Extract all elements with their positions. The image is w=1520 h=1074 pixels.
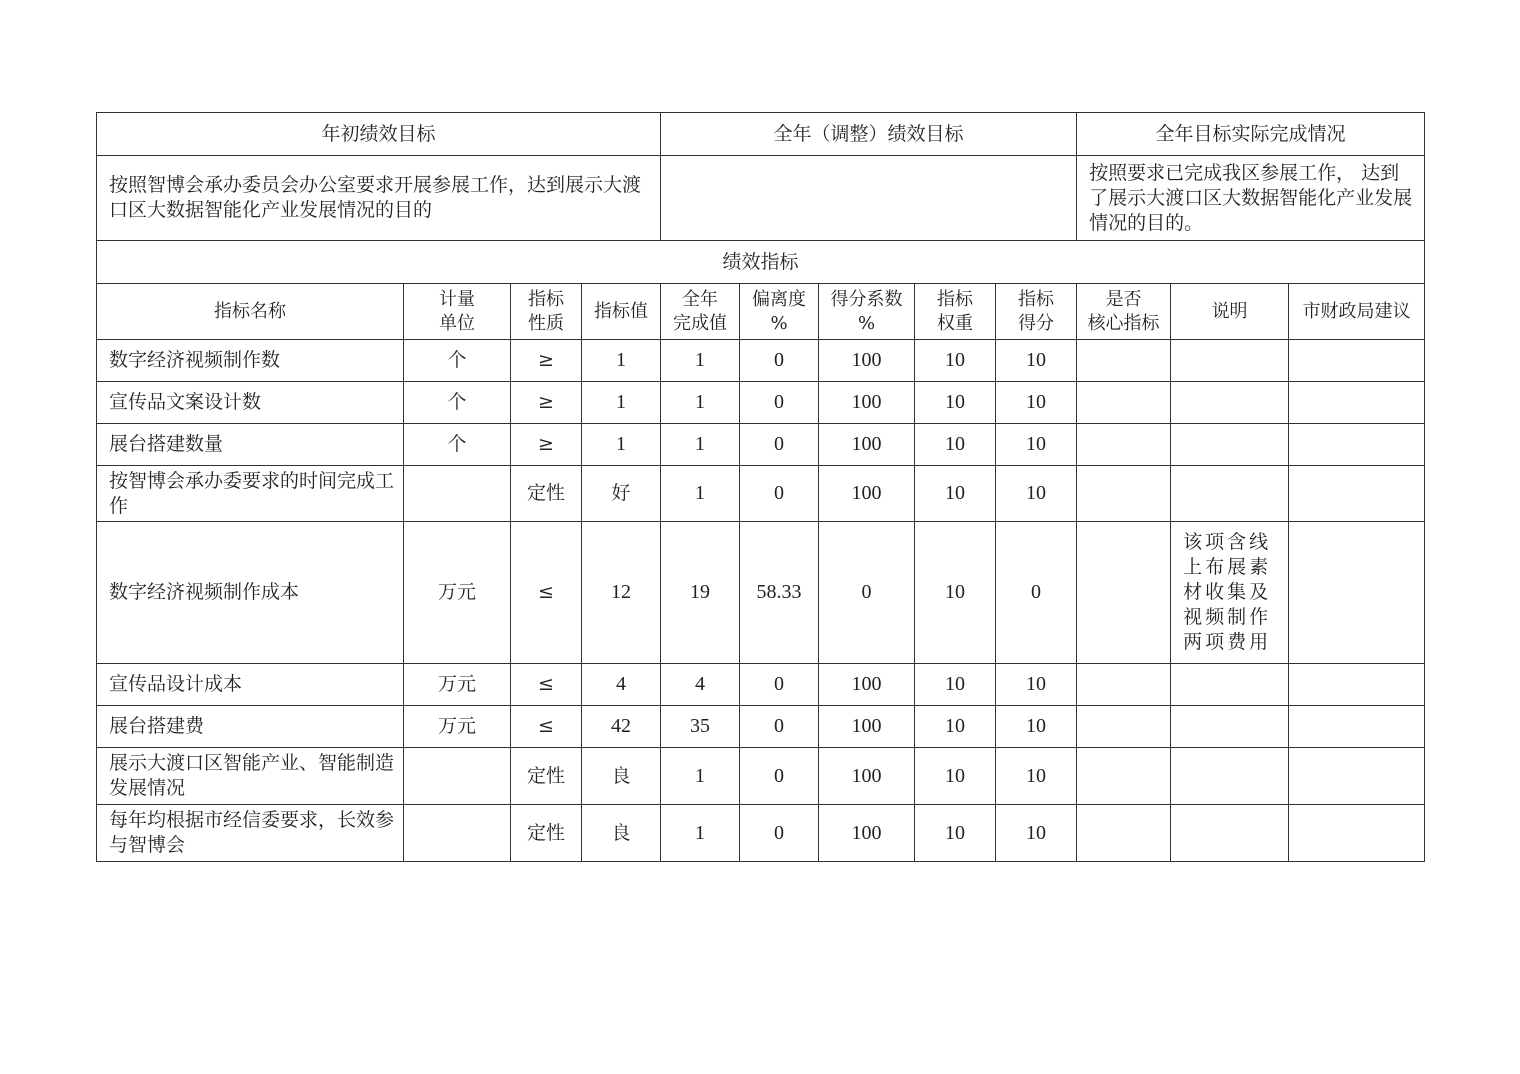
cell-deviation: 0 [740, 805, 819, 862]
cell-nature: 定性 [511, 466, 582, 522]
cell-core [1077, 424, 1171, 466]
cell-weight: 10 [915, 805, 996, 862]
column-header-score [996, 284, 1077, 340]
performance-table [96, 112, 1425, 862]
cell-core [1077, 748, 1171, 805]
cell-core [1077, 466, 1171, 522]
cell-target: 1 [582, 340, 661, 382]
column-header-line: 单位 [439, 312, 475, 334]
column-header-line: 指标 [1018, 288, 1055, 310]
cell-target: 良 [582, 805, 661, 862]
cell-weight: 10 [915, 382, 996, 424]
cell-weight: 10 [915, 706, 996, 748]
cell-advice [1289, 805, 1425, 862]
cell-coef: 100 [819, 424, 915, 466]
cell-nature: ≥ [511, 424, 582, 466]
cell-coef: 100 [819, 466, 915, 522]
cell-note [1171, 340, 1289, 382]
column-header-line: 完成值 [673, 312, 728, 334]
cell-note [1171, 664, 1289, 706]
column-header-nature [511, 284, 582, 340]
indicator-row [97, 664, 1425, 706]
cell-nature: 定性 [511, 748, 582, 805]
indicator-row [97, 748, 1425, 805]
column-header-name [97, 284, 404, 340]
cell-actual: 19 [661, 522, 740, 664]
cell-target: 1 [582, 382, 661, 424]
cell-target: 12 [582, 522, 661, 664]
column-header-line: 说明 [1211, 300, 1248, 322]
column-header-line: 核心指标 [1087, 312, 1160, 334]
cell-actual: 1 [661, 805, 740, 862]
cell-deviation: 0 [740, 706, 819, 748]
goals-header-row [97, 113, 1425, 156]
column-header-line: 得分 [1018, 312, 1055, 334]
cell-deviation: 0 [740, 664, 819, 706]
cell-coef: 100 [819, 748, 915, 805]
cell-coef: 100 [819, 706, 915, 748]
cell-core [1077, 382, 1171, 424]
cell-coef: 100 [819, 340, 915, 382]
column-header-row [97, 284, 1425, 340]
cell-actual: 1 [661, 424, 740, 466]
cell-deviation: 0 [740, 340, 819, 382]
column-header-unit [404, 284, 511, 340]
goal-adjusted-header: 全年（调整）绩效目标 [661, 113, 1077, 156]
cell-core [1077, 805, 1171, 862]
cell-name: 按智博会承办委要求的时间完成工作 [97, 466, 404, 522]
column-header-line: 得分系数 [830, 288, 903, 310]
cell-score: 0 [996, 522, 1077, 664]
cell-score: 10 [996, 382, 1077, 424]
cell-actual: 1 [661, 382, 740, 424]
performance-sheet [96, 112, 1424, 862]
column-header-line: 权重 [937, 312, 974, 334]
indicators-title-row [97, 241, 1425, 284]
cell-note [1171, 382, 1289, 424]
cell-name: 数字经济视频制作成本 [97, 522, 404, 664]
cell-unit: 万元 [404, 664, 511, 706]
column-header-line: 指标值 [594, 300, 648, 322]
column-header-coef [819, 284, 915, 340]
cell-nature: ≥ [511, 382, 582, 424]
cell-core [1077, 706, 1171, 748]
indicator-row [97, 805, 1425, 862]
cell-score: 10 [996, 340, 1077, 382]
cell-nature: ≤ [511, 522, 582, 664]
cell-target: 1 [582, 424, 661, 466]
goal-initial-header: 年初绩效目标 [97, 113, 661, 156]
goal-actual-header: 全年目标实际完成情况 [1077, 113, 1425, 156]
cell-coef: 100 [819, 664, 915, 706]
goals-content-row [97, 156, 1425, 241]
cell-note [1171, 424, 1289, 466]
cell-name: 展台搭建费 [97, 706, 404, 748]
cell-deviation: 58.33 [740, 522, 819, 664]
cell-weight: 10 [915, 424, 996, 466]
cell-target: 4 [582, 664, 661, 706]
cell-target: 好 [582, 466, 661, 522]
cell-coef: 100 [819, 382, 915, 424]
cell-unit [404, 466, 511, 522]
cell-actual: 1 [661, 748, 740, 805]
column-header-line: 是否 [1105, 288, 1142, 310]
cell-nature: 定性 [511, 805, 582, 862]
column-header-line: 性质 [528, 312, 564, 334]
column-header-line: 市财政局建议 [1302, 300, 1411, 322]
column-header-line: 指标 [528, 288, 564, 310]
cell-core [1077, 664, 1171, 706]
cell-actual: 35 [661, 706, 740, 748]
cell-advice [1289, 706, 1425, 748]
cell-unit [404, 748, 511, 805]
cell-nature: ≤ [511, 664, 582, 706]
column-header-line: 全年 [682, 288, 719, 310]
cell-deviation: 0 [740, 466, 819, 522]
cell-advice [1289, 664, 1425, 706]
cell-nature: ≥ [511, 340, 582, 382]
cell-name: 展示大渡口区智能产业、智能制造发展情况 [97, 748, 404, 805]
column-header-line: % [770, 312, 788, 334]
cell-score: 10 [996, 805, 1077, 862]
column-header-line: 指标名称 [214, 300, 286, 322]
cell-unit: 个 [404, 340, 511, 382]
cell-note: 该项含线上布展素材收集及视频制作两项费用 [1171, 522, 1289, 664]
column-header-line: 指标 [937, 288, 974, 310]
cell-deviation: 0 [740, 748, 819, 805]
cell-coef: 0 [819, 522, 915, 664]
cell-unit: 万元 [404, 522, 511, 664]
cell-advice [1289, 522, 1425, 664]
goal-initial-text: 按照智博会承办委员会办公室要求开展参展工作，达到展示大渡口区大数据智能化产业发展情况的目的 [97, 156, 661, 241]
cell-weight: 10 [915, 748, 996, 805]
cell-unit: 个 [404, 424, 511, 466]
indicator-row [97, 382, 1425, 424]
cell-name: 宣传品文案设计数 [97, 382, 404, 424]
indicators-title: 绩效指标 [97, 241, 1425, 284]
cell-score: 10 [996, 466, 1077, 522]
column-header-note [1171, 284, 1289, 340]
cell-note [1171, 748, 1289, 805]
cell-advice [1289, 466, 1425, 522]
cell-coef: 100 [819, 805, 915, 862]
cell-actual: 4 [661, 664, 740, 706]
cell-name: 每年均根据市经信委要求，长效参与智博会 [97, 805, 404, 862]
column-header-target [582, 284, 661, 340]
indicator-row [97, 424, 1425, 466]
column-header-line: 计量 [439, 288, 475, 310]
indicator-row [97, 466, 1425, 522]
cell-name: 宣传品设计成本 [97, 664, 404, 706]
indicator-row [97, 522, 1425, 664]
cell-advice [1289, 748, 1425, 805]
cell-weight: 10 [915, 664, 996, 706]
goal-actual-text: 按照要求已完成我区参展工作， 达到了展示大渡口区大数据智能化产业发展情况的目的。 [1077, 156, 1425, 241]
cell-weight: 10 [915, 522, 996, 664]
cell-score: 10 [996, 706, 1077, 748]
column-header-weight [915, 284, 996, 340]
cell-advice [1289, 424, 1425, 466]
column-header-core [1077, 284, 1171, 340]
cell-unit: 万元 [404, 706, 511, 748]
column-header-line: % [857, 312, 876, 334]
cell-weight: 10 [915, 340, 996, 382]
cell-advice [1289, 340, 1425, 382]
cell-weight: 10 [915, 466, 996, 522]
cell-core [1077, 522, 1171, 664]
indicator-row [97, 706, 1425, 748]
cell-target: 42 [582, 706, 661, 748]
cell-target: 良 [582, 748, 661, 805]
column-header-actual [661, 284, 740, 340]
cell-note [1171, 466, 1289, 522]
cell-score: 10 [996, 748, 1077, 805]
column-header-line: 偏离度 [752, 288, 807, 310]
cell-name: 展台搭建数量 [97, 424, 404, 466]
cell-nature: ≤ [511, 706, 582, 748]
cell-name: 数字经济视频制作数 [97, 340, 404, 382]
cell-actual: 1 [661, 340, 740, 382]
cell-note [1171, 706, 1289, 748]
cell-unit [404, 805, 511, 862]
indicator-row [97, 340, 1425, 382]
cell-deviation: 0 [740, 382, 819, 424]
cell-score: 10 [996, 664, 1077, 706]
cell-actual: 1 [661, 466, 740, 522]
cell-deviation: 0 [740, 424, 819, 466]
cell-score: 10 [996, 424, 1077, 466]
goal-adjusted-text [661, 156, 1077, 241]
cell-advice [1289, 382, 1425, 424]
column-header-deviation [740, 284, 819, 340]
column-header-advice [1289, 284, 1425, 340]
cell-core [1077, 340, 1171, 382]
cell-unit: 个 [404, 382, 511, 424]
cell-note [1171, 805, 1289, 862]
